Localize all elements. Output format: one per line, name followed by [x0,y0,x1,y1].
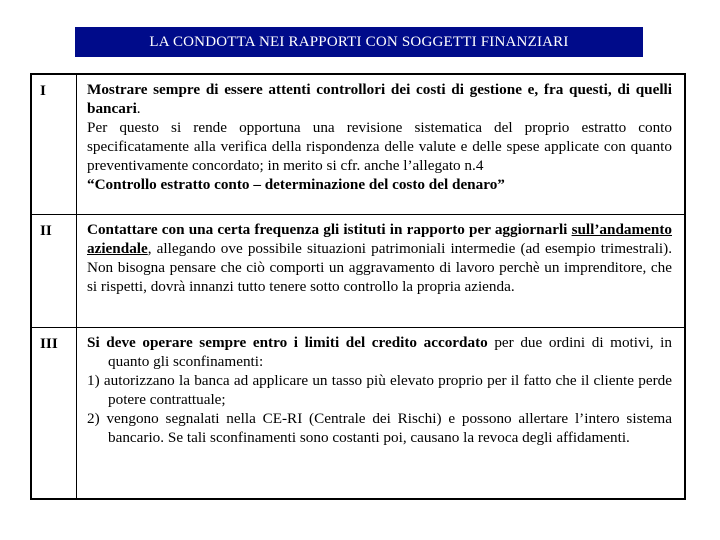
table-row [31,214,685,327]
row-heading-paragraph [87,80,672,118]
row-heading: Mostrare sempre di essere attenti controllori dei costi di gestione e, fra questi, di quelli bancari [87,81,672,117]
row-heading: Si deve operare sempre entro i limiti del credito accordato [87,333,488,351]
row-number: I [31,74,77,214]
table-row [31,74,685,214]
row-body: , allegando ove possibile situazioni patrimoniali intermedie (ad esempio trimestrali). Non bisogna pensare che ciò comporti un aggravamento di lavoro perchè un imprenditore, che si rispetti, dovrà innanzi tutto tenere sotto controllo la propria azienda. [87,239,672,295]
list-item: 1) autorizzano la banca ad applicare un tasso più elevato proprio per il fatto che il cliente perde potere contrattuale; [87,371,672,408]
row-heading: Contattare con una certa frequenza gli istituti in rapporto per aggiornarli [87,220,568,238]
row-body: per due ordini di motivi, in quanto gli sconfinamenti: [108,333,672,370]
row-quote: “Controllo estratto conto – determinazione del costo del denaro” [87,176,505,193]
table-row [31,327,685,499]
page-title-banner [75,27,643,57]
row-paragraph [87,333,672,371]
row-number: II [31,214,77,327]
row-heading-underlined: sull’andamento aziendale [87,220,672,257]
row-heading-tail: . [136,100,141,117]
row-content [77,74,686,214]
page-title: LA CONDOTTA NEI RAPPORTI CON SOGGETTI FINANZIARI [149,33,569,50]
row-body: Per questo si rende opportuna una revisione sistematica del proprio estratto conto specificatamente alla verifica della rispondenza delle valute e delle spese applicate con quanto preventivamente concordato; in merito si cfr. anche l’allegato n.4 [87,119,672,174]
rules-table [30,73,686,500]
list-item: 2) vengono segnalati nella CE-RI (Centrale dei Rischi) e possono allertare l’intero sistema bancario. Se tali sconfinamenti sono costanti poi, causano la revoca degli affidamenti. [87,409,672,446]
row-content [77,327,686,499]
row-content [77,214,686,327]
row-number: III [31,327,77,499]
row-paragraph [87,220,672,296]
